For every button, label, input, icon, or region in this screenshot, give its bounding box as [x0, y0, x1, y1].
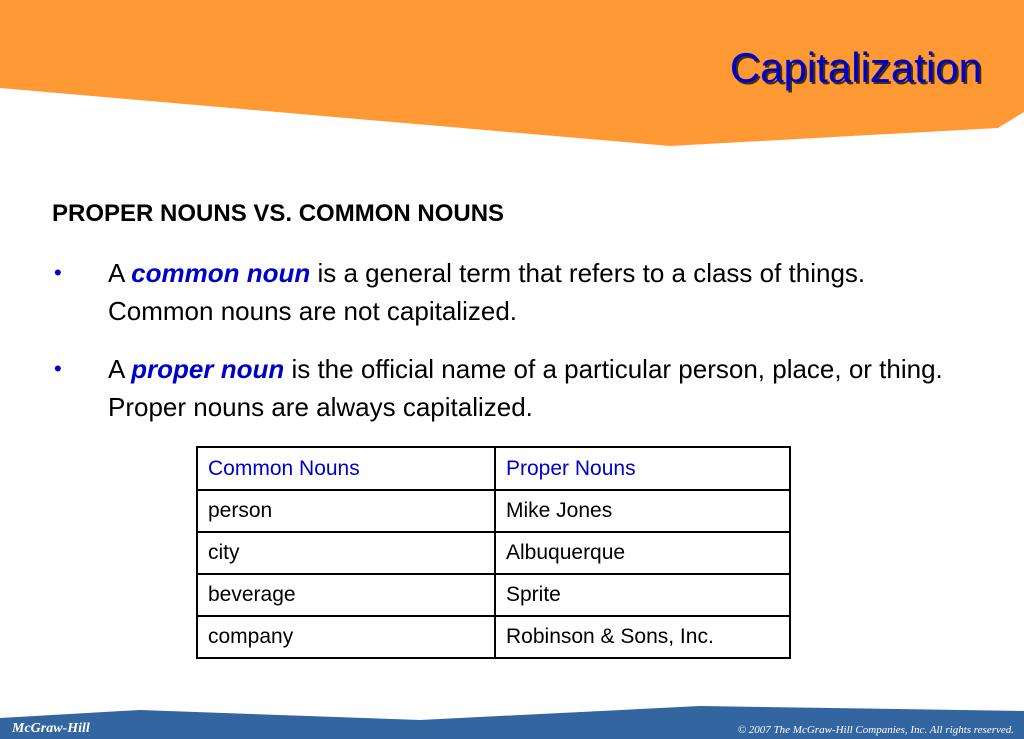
- bullet-icon: •: [54, 356, 62, 381]
- publisher-logo-text: McGraw-Hill: [12, 721, 90, 736]
- bullet-list: [52, 254, 972, 446]
- bullet-body-text: is a general term that refers to a class of things. Common nouns are not capitalized.: [108, 258, 866, 326]
- copyright-notice: © 2007 The McGraw-Hill Companies, Inc. All rights reserved.: [737, 724, 1014, 736]
- bullet-lead-text: A: [108, 258, 132, 288]
- header-proper-nouns: Proper Nouns: [495, 447, 790, 490]
- bullet-icon: •: [54, 260, 62, 285]
- bullet-common-noun: [52, 254, 972, 330]
- cell-proper-noun: Mike Jones: [495, 490, 790, 532]
- term-common-noun: common noun: [131, 258, 311, 288]
- header-common-nouns: Common Nouns: [197, 447, 495, 490]
- term-proper-noun: proper noun: [131, 354, 285, 384]
- cell-common-noun: city: [197, 532, 495, 574]
- cell-common-noun: beverage: [197, 574, 495, 616]
- cell-proper-noun: Sprite: [495, 574, 790, 616]
- cell-common-noun: company: [197, 616, 495, 658]
- table-header-row: [197, 447, 790, 490]
- bullet-lead-text: A: [108, 354, 132, 384]
- cell-common-noun: person: [197, 490, 495, 532]
- table-row: [197, 574, 790, 616]
- noun-comparison-table: [196, 446, 791, 659]
- section-heading: PROPER NOUNS VS. COMMON NOUNS: [52, 200, 505, 227]
- bullet-proper-noun: [52, 350, 972, 426]
- cell-proper-noun: Robinson & Sons, Inc.: [495, 616, 790, 658]
- bullet-body-text: is the official name of a particular person, place, or thing. Proper nouns are always capitalized.: [108, 354, 943, 422]
- table-row: [197, 532, 790, 574]
- slide-title: Capitalization: [729, 44, 982, 91]
- cell-proper-noun: Albuquerque: [495, 532, 790, 574]
- table-row: [197, 616, 790, 658]
- table-row: [197, 490, 790, 532]
